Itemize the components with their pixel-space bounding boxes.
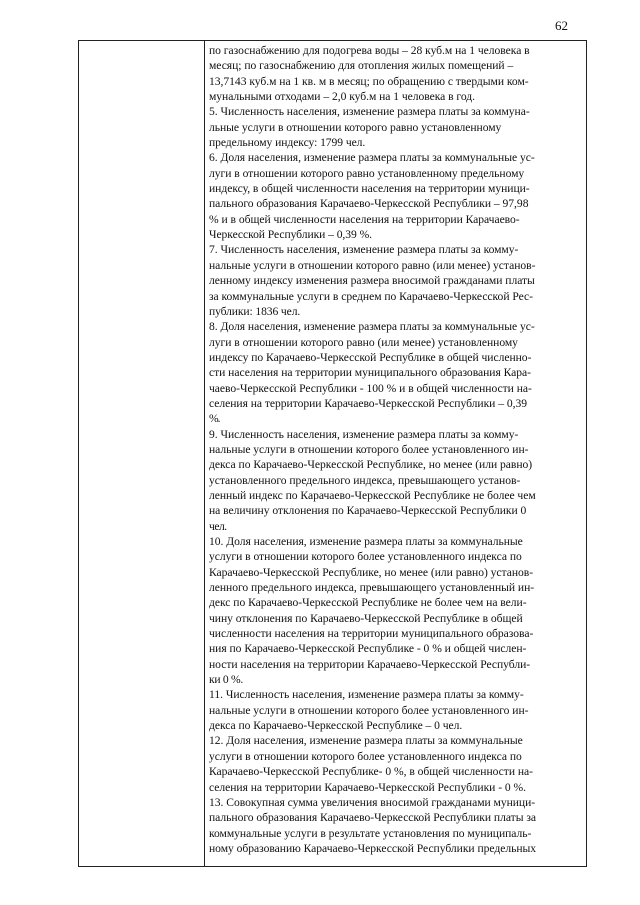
text-line: льные услуги в отношении которого равно установленному bbox=[209, 120, 502, 134]
text-line: 6. Доля населения, изменение размера платы за коммунальные ус- bbox=[209, 151, 535, 165]
text-line: по газоснабжению для подогрева воды – 28 куб.м на 1 человека в bbox=[209, 44, 530, 57]
text-line: луги в отношении которого равно (или менее) установленному bbox=[209, 335, 518, 349]
text-line: 9. Численность населения, изменение размера платы за комму- bbox=[209, 427, 519, 441]
text-line: ленного предельного индекса, превышающего установленный ин- bbox=[209, 581, 535, 595]
page-number: 62 bbox=[555, 18, 568, 33]
text-line: ленный индекс по Карачаево-Черкесской Республике не более чем bbox=[209, 488, 536, 502]
text-line: 8. Доля населения, изменение размера платы за коммунальные ус- bbox=[209, 320, 535, 334]
text-line: на величину отклонения по Карачаево-Черкесской Республики 0 bbox=[209, 504, 527, 518]
text-line: декса по Карачаево-Черкесской Республике, но менее (или равно) bbox=[209, 458, 533, 472]
text-line: 5. Численность населения, изменение размера платы за коммуна- bbox=[209, 105, 530, 119]
text-line: мунальными отходами – 2,0 куб.м на 1 человека в год. bbox=[209, 90, 475, 104]
text-line: 12. Доля населения, изменение размера платы за коммунальные bbox=[209, 734, 523, 748]
text-line: чину отклонения по Карачаево-Черкесской Республике в общей bbox=[209, 611, 523, 625]
text-line: коммунальные услуги в результате установления по муниципаль- bbox=[209, 826, 532, 840]
text-line: предельному индексу: 1799 чел. bbox=[209, 136, 366, 150]
text-line: ному образованию Карачаево-Черкесской Республики предельных bbox=[209, 841, 537, 855]
table-text-column bbox=[205, 43, 584, 866]
text-line: селения на территории Карачаево-Черкесской Республики – 0,39 bbox=[209, 396, 527, 410]
text-line: нальные услуги в отношении которого более установленного ин- bbox=[209, 442, 529, 456]
text-line: 11. Численность населения, изменение размера платы за комму- bbox=[209, 688, 524, 702]
text-line: ки 0 %. bbox=[209, 673, 243, 687]
text-line: селения на территории Карачаево-Черкесской Республики - 0 %. bbox=[209, 780, 527, 794]
text-line: индексу по Карачаево-Черкесской Республике в общей численно- bbox=[209, 350, 532, 364]
text-line: 13. Совокупная сумма увеличения вносимой гражданами муници- bbox=[209, 795, 536, 809]
text-line: за коммунальные услуги в среднем по Карачаево-Черкесской Рес- bbox=[209, 289, 533, 303]
text-line: 13,7143 куб.м на 1 кв. м в месяц; по обращению с твердыми ком- bbox=[209, 74, 529, 88]
text-line: месяц; по газоснабжению для отопления жилых помещений – bbox=[209, 59, 514, 73]
text-line: 7. Численность населения, изменение размера платы за комму- bbox=[209, 243, 519, 257]
text-line: % и в общей численности населения на территории Карачаево- bbox=[209, 212, 520, 226]
text-line: чел. bbox=[209, 519, 227, 533]
text-line: численности населения на территории муниципального образова- bbox=[209, 627, 534, 641]
text-line: Карачаево-Черкесской Республике, но менее (или равно) установ- bbox=[209, 565, 534, 579]
text-line: индексу, в общей численности населения на территории муници- bbox=[209, 182, 530, 196]
text-line: чаево-Черкесской Республики - 100 % и в общей численности на- bbox=[209, 381, 532, 395]
text-line: декса по Карачаево-Черкесской Республике – 0 чел. bbox=[209, 719, 463, 733]
document-table bbox=[78, 40, 587, 867]
text-line: пального образования Карачаево-Черкесской Республики – 97,98 bbox=[209, 197, 529, 211]
text-line: 10. Доля населения, изменение размера платы за коммунальные bbox=[209, 535, 523, 548]
text-line: публики: 1836 чел. bbox=[209, 304, 301, 318]
text-line: нальные услуги в отношении которого равно (или менее) установ- bbox=[209, 258, 536, 272]
text-line: Черкесской Республики – 0,39 %. bbox=[209, 228, 372, 242]
table-left-column bbox=[79, 41, 205, 866]
text-line: Карачаево-Черкесской Республике- 0 %, в общей численности на- bbox=[209, 765, 533, 779]
text-line: ности населения на территории Карачаево-Черкесской Республи- bbox=[209, 657, 531, 671]
text-line: декс по Карачаево-Черкесской Республике не более чем на вели- bbox=[209, 596, 527, 610]
text-line: услуги в отношении которого более установленного индекса по bbox=[209, 550, 522, 564]
text-line: ленному индексу изменения размера вносимой гражданами платы bbox=[209, 274, 535, 288]
text-line: %. bbox=[209, 412, 220, 426]
text-line: установленного предельного индекса, превышающего установ- bbox=[209, 473, 521, 487]
text-line: луги в отношении которого равно установленному предельному bbox=[209, 166, 525, 180]
text-line: сти населения на территории муниципального образования Кара- bbox=[209, 366, 531, 380]
text-line: пального образования Карачаево-Черкесской Республики платы за bbox=[209, 811, 536, 825]
text-line: услуги в отношении которого более установленного индекса по bbox=[209, 749, 522, 763]
text-line: ния по Карачаево-Черкесской Республике - 0 % и общей числен- bbox=[209, 642, 527, 656]
text-line: нальные услуги в отношении которого более установленного ин- bbox=[209, 703, 529, 717]
